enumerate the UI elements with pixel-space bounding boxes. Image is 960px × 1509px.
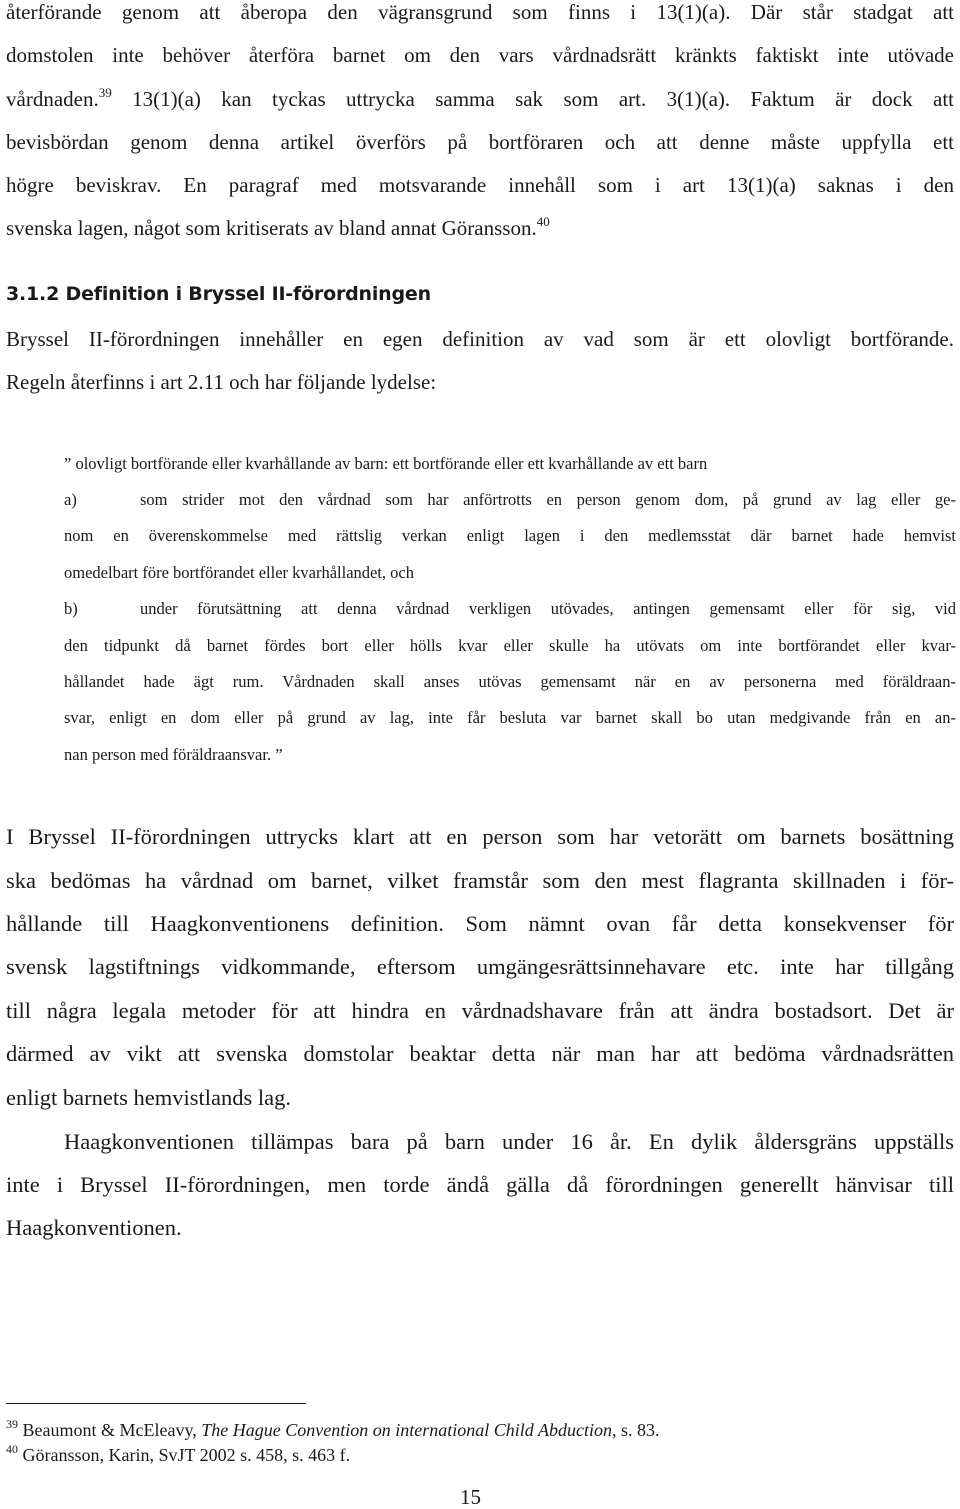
paragraph-1-line-4: bevisbördan genom denna artikel överförs på bortföraren och att denne måste uppfylla ett	[6, 130, 954, 154]
footnote-39	[6, 1419, 659, 1441]
quote-item-a-line-3: omedelbart före bortförandet eller kvarhållandet, och	[64, 563, 415, 582]
paragraph-3-line-6: därmed av vikt att svenska domstolar beaktar detta när man har att bedöma vårdnadsrätten	[6, 1041, 954, 1066]
paragraph-1-line-1: återförande genom att åberopa den vägransgrund som finns i 13(1)(a). Där står stadgat att	[6, 0, 954, 24]
quote-item-b-line-1	[64, 598, 956, 620]
paragraph-3-line-7: enligt barnets hemvistlands lag.	[6, 1085, 291, 1110]
item-a-label: a)	[64, 490, 77, 509]
paragraph-1-line-3	[6, 86, 954, 112]
quote-item-b-line-2: den tidpunkt då barnet fördes bort eller hölls kvar eller skulle ha utövats om inte bortförandet eller kvar-	[64, 636, 956, 655]
paragraph-3-line-5: till några legala metoder för att hindra en vårdnadshavare från att ändra bostadsort. Det är	[6, 998, 954, 1023]
item-b-label: b)	[64, 599, 78, 618]
paragraph-3-line-2: ska bedömas ha vårdnad om barnet, vilket framstår som den mest flagranta skillnaden i för-	[6, 868, 954, 893]
quote-item-a-line-1	[64, 489, 956, 511]
quote-item-b-line-4: svar, enligt en dom eller på grund av lag, inte får besluta var barnet skall bo utan medgivande från en an-	[64, 708, 956, 727]
item-b-text: under förutsättning att denna vårdnad verkligen utövades, antingen gemensamt eller för sig, vid	[140, 599, 956, 618]
footnote-text: Beaumont & McEleavy,	[18, 1420, 202, 1440]
paragraph-3-line-1: I Bryssel II-förordningen uttrycks klart att en person som har vetorätt om barnets bosättning	[6, 824, 954, 849]
line-text: svenska lagen, något som kritiserats av bland annat Göransson.	[6, 216, 537, 240]
paragraph-3-line-4: svensk lagstiftnings vidkommande, eftersom umgängesrättsinnehavare etc. inte har tillgång	[6, 954, 954, 979]
quote-item-b-line-3: hållandet hade ägt rum. Vårdnaden skall anses utövas gemensamt när en av personerna med föräldraan-	[64, 672, 956, 691]
footnote-ref-39[interactable]: 39	[98, 85, 112, 100]
paragraph-1-line-6	[6, 215, 954, 241]
paragraph-2-line-1: Bryssel II-förordningen innehåller en egen definition av vad som är ett olovligt bortförande.	[6, 327, 954, 351]
paragraph-1-line-5: högre beviskrav. En paragraf med motsvarande innehåll som i art 13(1)(a) saknas i den	[6, 173, 954, 197]
quote-item-b-line-5: nan person med föräldraansvar. ”	[64, 745, 283, 764]
footnote-40	[6, 1444, 350, 1466]
footnote-ref-40[interactable]: 40	[536, 214, 550, 229]
paragraph-3-line-3: hållande till Haagkonventionens definition. Som nämnt ovan får detta konsekvenser för	[6, 911, 954, 936]
paragraph-2-line-2: Regeln återfinns i art 2.11 och har följande lydelse:	[6, 370, 437, 394]
footnote-title: The Hague Convention on international Child Abduction	[201, 1420, 612, 1440]
paragraph-4-line-3: Haagkonventionen.	[6, 1215, 182, 1240]
footnote-text: , s. 83.	[611, 1420, 660, 1440]
footnote-separator	[6, 1403, 306, 1404]
footnote-number: 39	[6, 1417, 18, 1431]
item-a-text: som strider mot den vårdnad som har anförtrotts en person genom dom, på grund av lag eller ge-	[140, 490, 956, 509]
paragraph-4-line-2: inte i Bryssel II-förordningen, men torde ändå gälla då förordningen generellt hänvisar till	[6, 1172, 954, 1197]
footnote-text: Göransson, Karin, SvJT 2002 s. 458, s. 463 f.	[18, 1445, 351, 1465]
quote-line-intro: ” olovligt bortförande eller kvarhållande av barn: ett bortförande eller ett kvarhållande av ett barn	[64, 454, 708, 473]
page-number: 15	[460, 1485, 481, 1509]
paragraph-4-line-1: Haagkonventionen tillämpas bara på barn under 16 år. En dylik åldersgräns uppställs	[64, 1129, 954, 1154]
footnote-number: 40	[6, 1442, 18, 1456]
line-text: 13(1)(a) kan tyckas uttrycka samma sak som art. 3(1)(a). Faktum är dock att	[111, 87, 954, 111]
quote-item-a-line-2: nom en överenskommelse med rättslig verkan enligt lagen i den medlemsstat där barnet hade hemvist	[64, 526, 956, 545]
section-heading: 3.1.2 Definition i Bryssel II-förordningen	[6, 283, 431, 305]
line-text: vårdnaden.	[6, 87, 99, 111]
paragraph-1-line-2: domstolen inte behöver återföra barnet om den vars vårdnadsrätt kränkts faktiskt inte utövade	[6, 43, 954, 67]
